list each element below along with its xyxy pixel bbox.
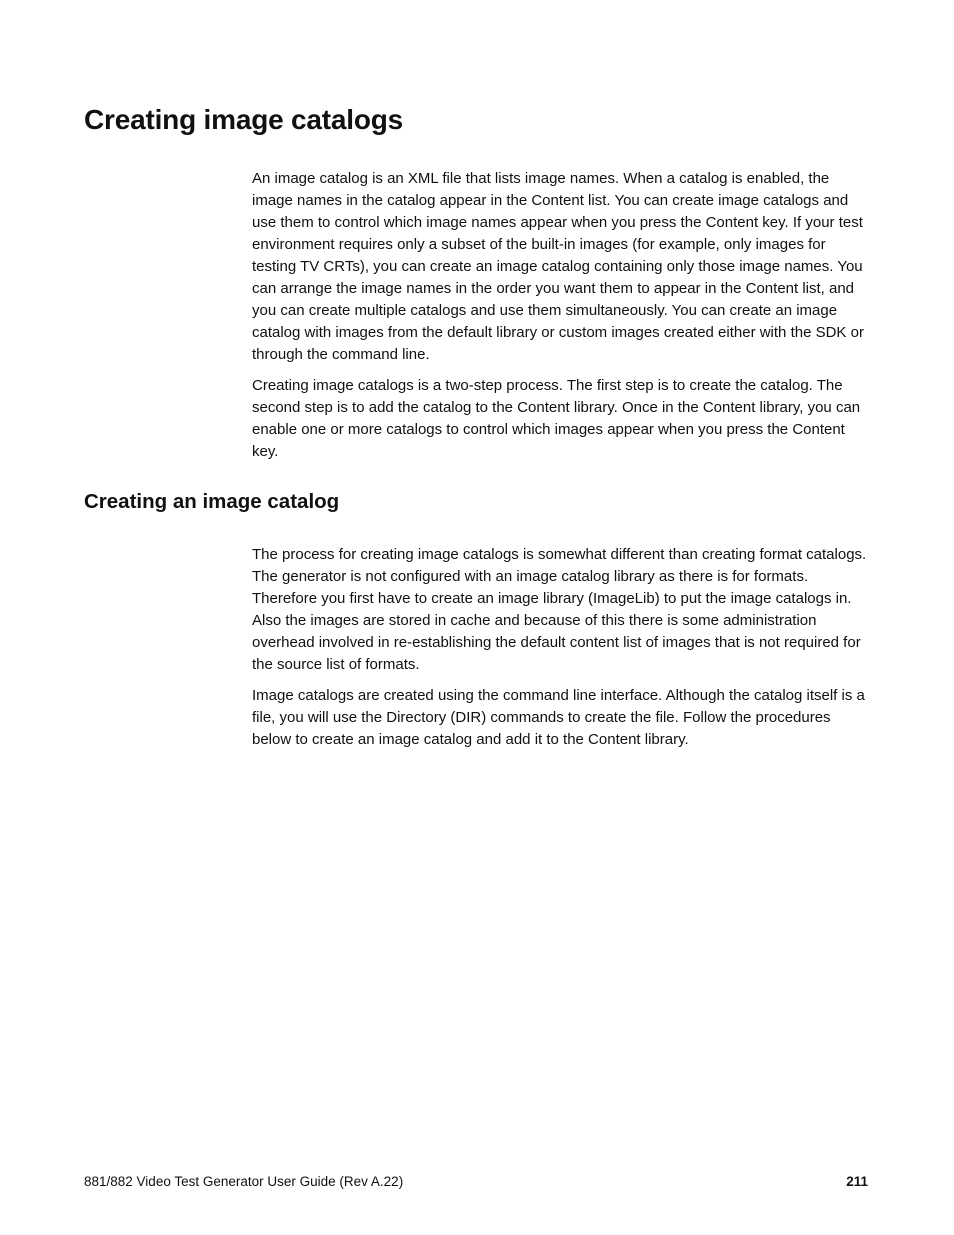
intro-paragraph: An image catalog is an XML file that lists image names. When a catalog is enabled, the image names in the catalog appear in the Content list. You can create image catalogs and use them to control which image names appear when you press the Content key. If your test environment requires only a subset of the built-in images (for example, only images for testing TV CRTs), you can create an image catalog containing only those image names. You can arrange the image names in the order you want them to appear in the Content list, and you can create multiple catalogs and use them simultaneously. You can create an image catalog with images from the default library or custom images created either with the SDK or through the command line. (252, 170, 864, 363)
section-heading: Creating an image catalog (84, 490, 340, 513)
intro-text-block (252, 168, 872, 472)
page-title: Creating image catalogs (84, 104, 404, 135)
section-paragraph: The process for creating image catalogs is somewhat different than creating format catalogs. The generator is not configured with an image catalog library as there is for formats. Therefore you first have to create an image library (ImageLib) to put the image catalogs in. Also the images are stored in cache and because of this there is some administration overhead involved in re-establishing the default content list of images that is not required for the source list of formats. (252, 546, 867, 673)
section-paragraph: Image catalogs are created using the command line interface. Although the catalog itself is a file, you will use the Directory (DIR) commands to create the file. Follow the procedures below to create an image catalog and add it to the Content library. (252, 687, 865, 748)
section-text-block (252, 544, 872, 760)
intro-paragraph: Creating image catalogs is a two-step process. The first step is to create the catalog. The second step is to add the catalog to the Content library. Once in the Content library, you can enable one or more catalogs to control which images appear when you press the Content key. (252, 377, 861, 460)
footer-document-title: 881/882 Video Test Generator User Guide (Rev A.22) (84, 1174, 404, 1189)
footer-page-number: 211 (846, 1174, 868, 1189)
